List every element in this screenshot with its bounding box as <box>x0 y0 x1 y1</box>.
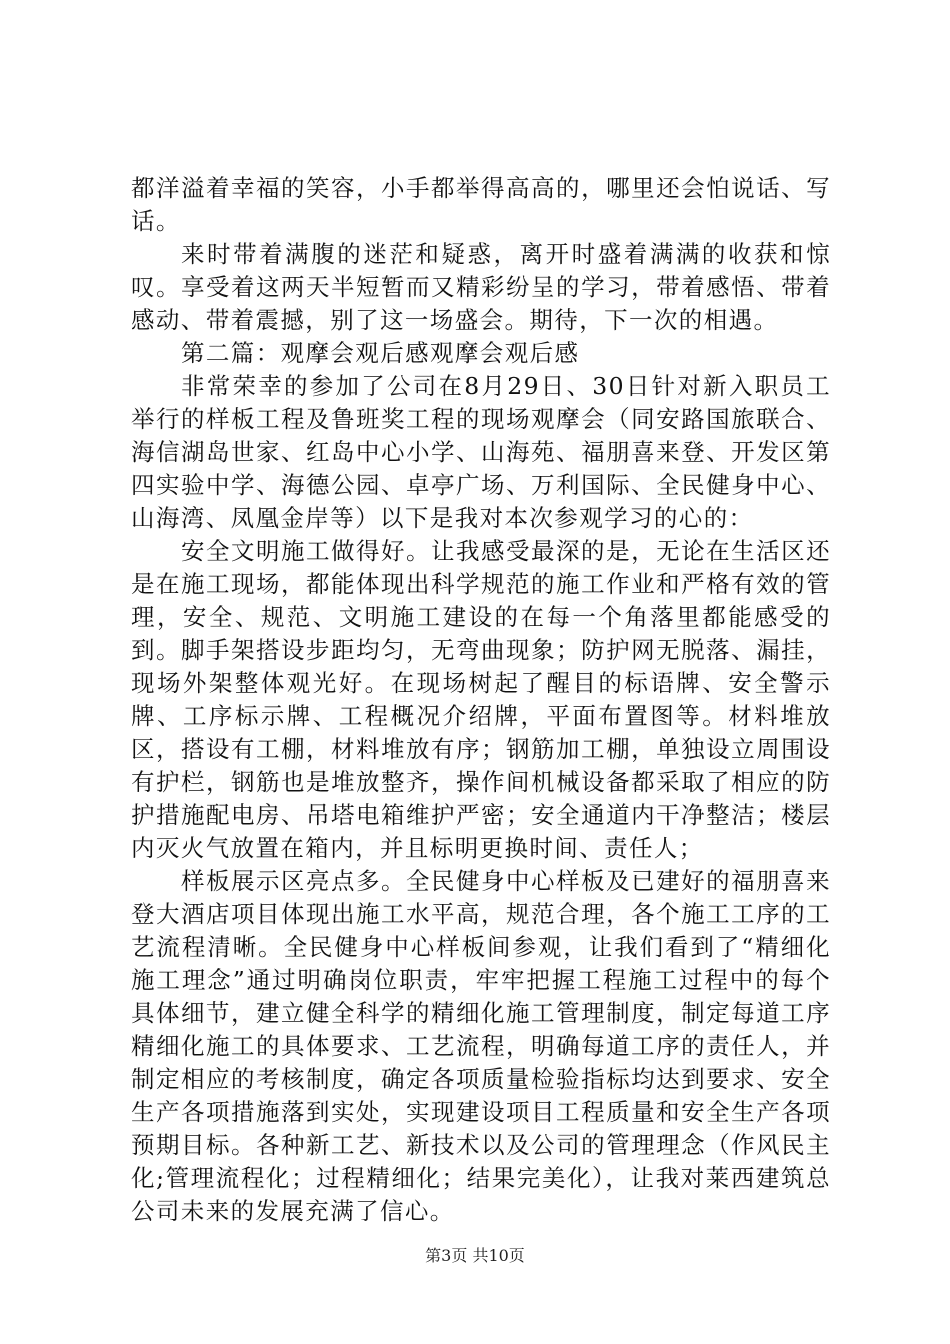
document-body <box>131 172 831 1228</box>
paragraph-continuation: 都洋溢着幸福的笑容，小手都举得高高的，哪里还会怕说话、写话。 <box>131 174 831 235</box>
paragraph-closing-reflection: 来时带着满腹的迷茫和疑惑，离开时盛着满满的收获和惊叹。享受着这两天半短暂而又精彩纷呈的学习，带着感悟、带着感动、带着震撼，别了这一场盛会。期待，下一次的相遇。 <box>131 240 831 334</box>
page-footer: 第3页 共10页 <box>425 1246 525 1265</box>
paragraph-introduction: 非常荣幸的参加了公司在8月29日、30日针对新入职员工举行的样板工程及鲁班奖工程的现场观摩会（同安路国旅联合、海信湖岛世家、红岛中心小学、山海苑、福朋喜来登、开发区第四实验中学、海德公园、卓亭广场、万利国际、全民健身中心、山海湾、凤凰金岸等）以下是我对本次参观学习的心的： <box>131 372 831 532</box>
paragraph-safety: 安全文明施工做得好。让我感受最深的是，无论在生活区还是在施工现场，都能体现出科学规范的施工作业和严格有效的管理，安全、规范、文明施工建设的在每一个角落里都能感受的到。脚手架搭设步距均匀，无弯曲现象；防护网无脱落、漏挂，现场外架整体观光好。在现场树起了醒目的标语牌、安全警示牌、工序标示牌、工程概况介绍牌，平面布置图等。材料堆放区，搭设有工棚，材料堆放有序；钢筋加工棚，单独设立周围设有护栏，钢筋也是堆放整齐，操作间机械设备都采取了相应的防护措施配电房、吊塔电箱维护严密；安全通道内干净整洁；楼层内灭火气放置在箱内，并且标明更换时间、责任人； <box>131 537 831 862</box>
paragraph-showcase: 样板展示区亮点多。全民健身中心样板及已建好的福朋喜来登大酒店项目体现出施工水平高，规范合理，各个施工工序的工艺流程清晰。全民健身中心样板间参观，让我们看到了“精细化施工理念”通过明确岗位职责，牢牢把握工程施工过程中的每个具体细节，建立健全科学的精细化施工管理制度，制定每道工序精细化施工的具体要求、工艺流程，明确每道工序的责任人，并制定相应的考核制度，确定各项质量检验指标均达到要求、安全生产各项措施落到实处，实现建设项目工程质量和安全生产各项预期目标。各种新工艺、新技术以及公司的管理理念（作风民主化;管理流程化；过程精细化；结果完美化），让我对莱西建筑总公司未来的发展充满了信心。 <box>131 867 831 1225</box>
section-heading: 第二篇：观摩会观后感观摩会观后感 <box>181 339 580 367</box>
